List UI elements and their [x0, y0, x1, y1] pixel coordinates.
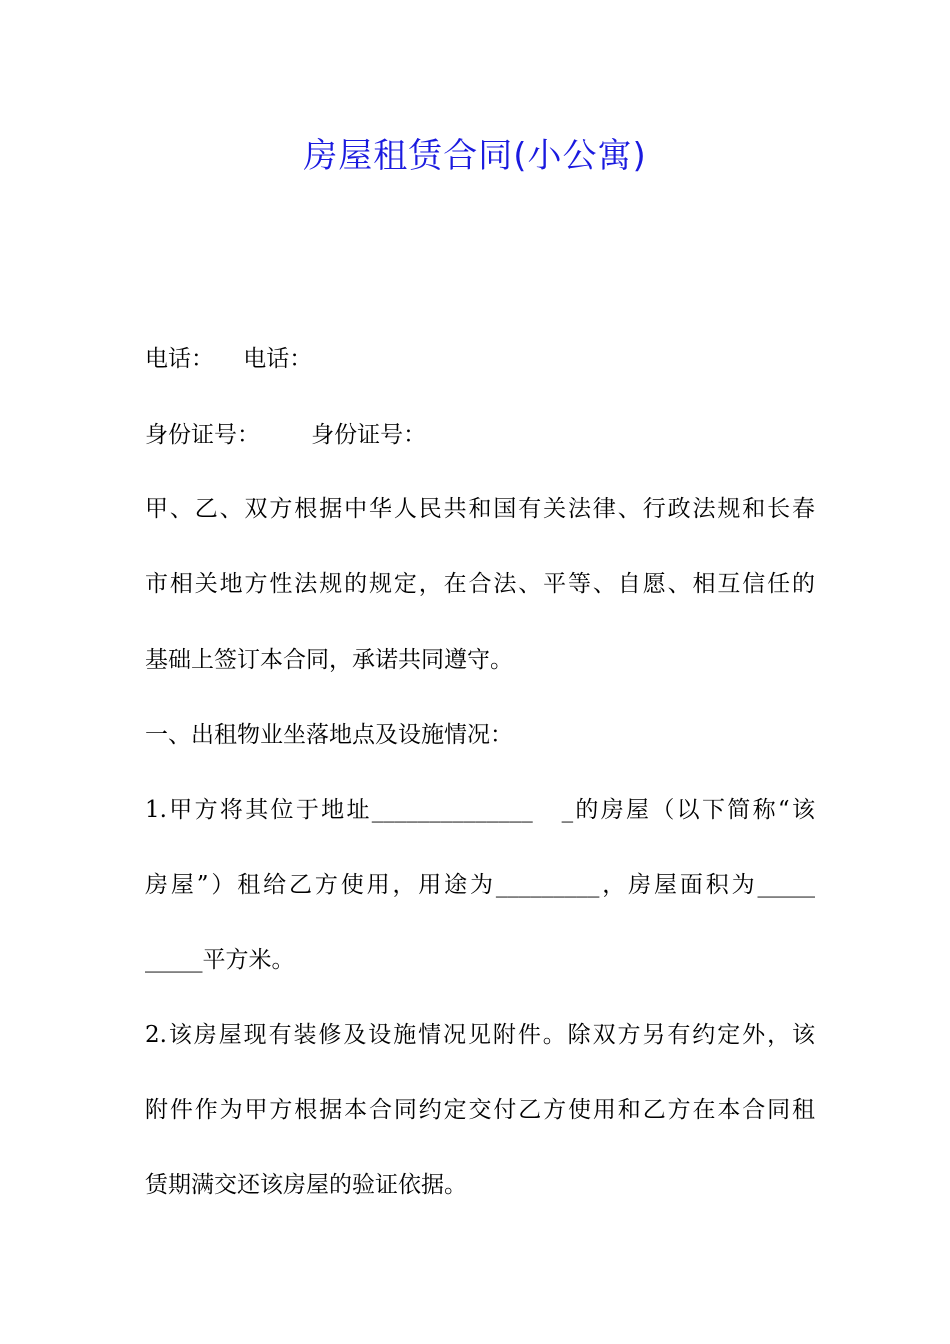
clause-line: 2.该房屋现有装修及设施情况见附件。除双方另有约定外，该	[145, 1022, 815, 1048]
clause-line: 1.甲方将其位于地址______________ _的房屋（以下简称“该	[145, 797, 815, 823]
clause-line: _____平方米。	[145, 947, 295, 973]
paragraph-line: 甲、乙、双方根据中华人民共和国有关法律、行政法规和长春	[145, 496, 815, 522]
section-heading: 一、出租物业坐落地点及设施情况：	[145, 722, 513, 748]
paragraph-line: 市相关地方性法规的规定，在合法、平等、自愿、相互信任的	[145, 571, 815, 597]
phone-line: 电话： 电话：	[145, 346, 313, 372]
clause-line: 附件作为甲方根据本合同约定交付乙方使用和乙方在本合同租	[145, 1097, 815, 1123]
clause-line: 赁期满交还该房屋的验证依据。	[145, 1172, 467, 1198]
clause-line: 房屋”）租给乙方使用，用途为_________，房屋面积为_____	[145, 872, 815, 898]
document-title: 房屋租赁合同(小公寓)	[303, 136, 647, 176]
paragraph-line: 基础上签订本合同，承诺共同遵守。	[145, 647, 513, 673]
id-number-line: 身份证号： 身份证号：	[145, 422, 427, 448]
